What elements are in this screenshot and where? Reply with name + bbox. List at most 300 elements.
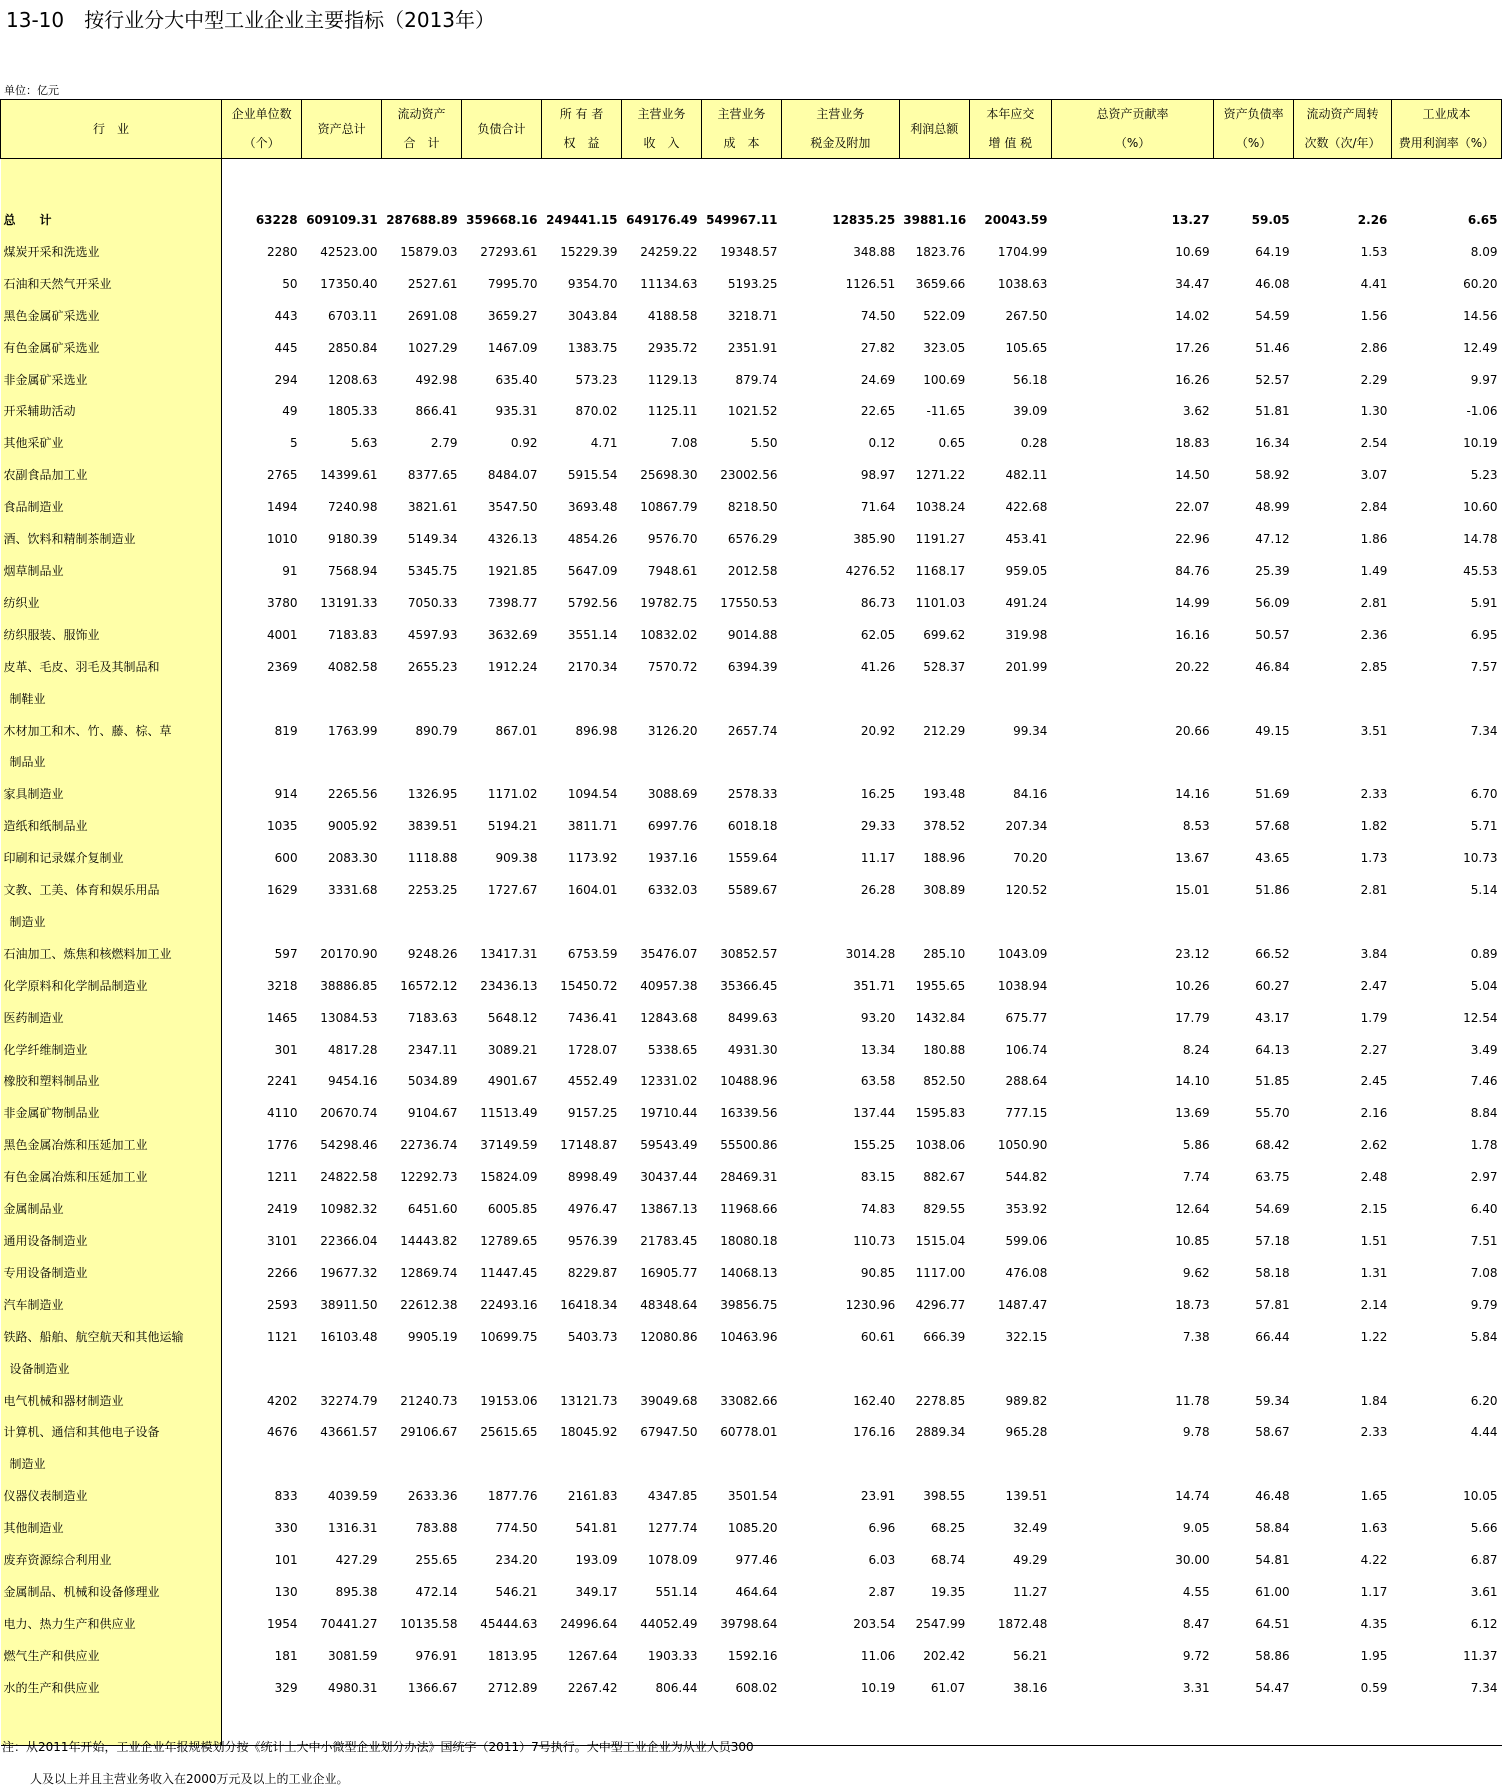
cell: 10.73: [1463, 851, 1498, 866]
cell: 20670.74: [320, 1106, 378, 1121]
cell: 51.86: [1255, 883, 1290, 898]
cell: [622, 684, 702, 716]
cell: 6018.18: [727, 819, 778, 834]
cell: 3821.61: [407, 500, 458, 515]
cell: 11.06: [860, 1648, 896, 1663]
cell: 180.88: [923, 1042, 966, 1057]
row-label: 纺织服装、服饰业: [1, 620, 222, 652]
cell: 3089.21: [487, 1042, 538, 1057]
cell: 472.14: [415, 1584, 458, 1599]
cell: 155.25: [853, 1138, 896, 1153]
cell: [969, 747, 1051, 779]
cell: 882.67: [923, 1170, 966, 1185]
cell: 935.31: [495, 404, 538, 419]
cell: 7.38: [1182, 1329, 1210, 1344]
cell: 4976.47: [567, 1202, 618, 1217]
cell: 482.11: [1005, 468, 1048, 483]
cell: 2.48: [1360, 1170, 1388, 1185]
row-label: 皮革、毛皮、羽毛及其制品和: [1, 652, 222, 684]
cell: 4347.85: [647, 1489, 698, 1504]
header-col-11-bottom: （%）: [1214, 129, 1294, 159]
cell: 106.74: [1005, 1042, 1048, 1057]
data-table: [0, 99, 1502, 1746]
cell: 7568.94: [327, 563, 378, 578]
cell: 5: [289, 436, 298, 451]
cell: 5.23: [1470, 468, 1498, 483]
cell: 4854.26: [567, 532, 618, 547]
cell: 12869.74: [400, 1265, 458, 1280]
cell: 193.09: [575, 1553, 618, 1568]
table-row: [1, 237, 1502, 269]
cell: 2161.83: [567, 1489, 618, 1504]
cell: 20170.90: [320, 946, 378, 961]
cell: [1214, 1449, 1294, 1481]
cell: 5.66: [1470, 1521, 1498, 1536]
table-body: [1, 159, 1502, 1746]
cell: 20.66: [1175, 723, 1210, 738]
cell: 193.48: [923, 787, 966, 802]
cell: 9.78: [1182, 1425, 1210, 1440]
cell: 4676: [267, 1425, 298, 1440]
table-row: [1, 1322, 1502, 1354]
table-row: [1, 556, 1502, 588]
cell: 110.73: [853, 1234, 896, 1248]
cell: 20043.59: [984, 213, 1048, 227]
cell: 491.24: [1005, 595, 1048, 610]
cell: 5193.25: [727, 276, 778, 291]
cell: 19153.06: [480, 1393, 538, 1408]
cell: 12292.73: [400, 1170, 458, 1185]
cell: 14.56: [1463, 308, 1498, 323]
cell: 255.65: [415, 1553, 458, 1568]
cell: 7436.41: [567, 1010, 618, 1025]
cell: 2253.25: [407, 883, 458, 898]
row-label: 文教、工美、体育和娱乐用品: [1, 875, 222, 907]
cell: [542, 747, 622, 779]
cell: 66.44: [1255, 1329, 1290, 1344]
cell: 3101: [267, 1234, 298, 1248]
cell: 349.17: [575, 1584, 618, 1599]
cell: 12.49: [1463, 340, 1498, 355]
cell: 14.16: [1175, 787, 1210, 802]
cell: 288.64: [1005, 1074, 1048, 1089]
row-label: 化学纤维制造业: [1, 1035, 222, 1067]
cell: 10463.96: [720, 1329, 778, 1344]
table-row: [1, 396, 1502, 428]
cell: 308.89: [923, 883, 966, 898]
cell: 8.24: [1182, 1042, 1210, 1057]
table-row: [1, 875, 1502, 907]
cell: 58.67: [1255, 1425, 1290, 1440]
cell: [382, 1354, 462, 1386]
row-label: 化学原料和化学制品制造业: [1, 971, 222, 1003]
table-row: [1, 1098, 1502, 1130]
cell: 63228: [255, 213, 298, 227]
cell: 5338.65: [647, 1042, 698, 1057]
table-header: [1, 100, 1502, 159]
cell: [222, 907, 302, 939]
cell: 10867.79: [640, 500, 698, 515]
cell: 3632.69: [487, 627, 538, 642]
cell: 7.08: [670, 436, 698, 451]
table-row: [1, 843, 1502, 875]
cell: 50.57: [1255, 627, 1290, 642]
cell: 30852.57: [720, 946, 778, 961]
cell: 0.59: [1360, 1680, 1388, 1695]
cell: 4931.30: [727, 1042, 778, 1057]
cell: 4.41: [1360, 276, 1388, 291]
cell: 16.25: [860, 787, 896, 802]
cell: 2.81: [1360, 595, 1388, 610]
cell: 3.07: [1360, 468, 1388, 483]
row-label: 专用设备制造业: [1, 1258, 222, 1290]
cell: 105.65: [1005, 340, 1048, 355]
cell: [1391, 1354, 1501, 1386]
cell: [702, 747, 782, 779]
cell: 1208.63: [327, 372, 378, 387]
cell: 56.09: [1255, 595, 1290, 610]
cell: 11.17: [860, 851, 896, 866]
cell: 202.42: [923, 1648, 966, 1663]
cell: 60778.01: [720, 1425, 778, 1440]
cell: [969, 1354, 1051, 1386]
cell: 2267.42: [567, 1680, 618, 1695]
cell: 359668.16: [466, 213, 538, 227]
table-row: [1, 1066, 1502, 1098]
cell: [462, 684, 542, 716]
cell: 6005.85: [487, 1202, 538, 1217]
cell: 18045.92: [560, 1425, 618, 1440]
cell: 19677.32: [320, 1265, 378, 1280]
cell: 774.50: [495, 1521, 538, 1536]
cell: 1085.20: [727, 1521, 778, 1536]
cell: 453.41: [1005, 532, 1048, 547]
cell: 234.20: [495, 1553, 538, 1568]
header-col-4-top: 所 有 者: [542, 100, 622, 130]
row-label: 计算机、通信和其他电子设备: [1, 1417, 222, 1449]
cell: 1592.16: [727, 1648, 778, 1663]
row-label: 制造业: [1, 907, 222, 939]
cell: 909.38: [495, 851, 538, 866]
cell: 1.86: [1360, 532, 1388, 547]
cell: 2.26: [1357, 213, 1388, 227]
cell: 10699.75: [480, 1329, 538, 1344]
cell: 34.47: [1175, 276, 1210, 291]
cell: 1727.67: [487, 883, 538, 898]
cell: 2633.36: [407, 1489, 458, 1504]
cell: 25.39: [1255, 563, 1290, 578]
cell: 7948.61: [647, 563, 698, 578]
cell: [622, 1354, 702, 1386]
cell: 14.74: [1175, 1489, 1210, 1504]
cell: 777.15: [1005, 1106, 1048, 1121]
cell: 9248.26: [407, 946, 458, 961]
header-industry: 行 业: [1, 100, 222, 159]
cell: 1954: [267, 1616, 298, 1631]
cell: 3839.51: [407, 819, 458, 834]
cell: 6997.76: [647, 819, 698, 834]
cell: 28469.31: [720, 1170, 778, 1185]
cell: 17.79: [1175, 1010, 1210, 1025]
cell: 66.52: [1255, 946, 1290, 961]
cell: 1.95: [1360, 1648, 1388, 1663]
cell: 1629: [267, 883, 298, 898]
cell: 0.89: [1470, 946, 1498, 961]
cell: 1604.01: [567, 883, 618, 898]
cell: 1038.06: [915, 1138, 966, 1153]
cell: 4276.52: [845, 563, 896, 578]
cell: [222, 747, 302, 779]
cell: 6.87: [1470, 1553, 1498, 1568]
cell: 2170.34: [567, 659, 618, 674]
cell: 38911.50: [320, 1297, 378, 1312]
header-col-10-top: 总资产贡献率: [1051, 100, 1213, 130]
cell: 2.33: [1360, 1425, 1388, 1440]
cell: 870.02: [575, 404, 618, 419]
cell: [1391, 907, 1501, 939]
cell: 5.50: [750, 436, 778, 451]
cell: 1125.11: [647, 404, 698, 419]
table-row: [1, 1609, 1502, 1641]
cell: 16.26: [1175, 372, 1210, 387]
cell: 2547.99: [915, 1616, 966, 1631]
cell: 2347.11: [407, 1042, 458, 1057]
cell: 16572.12: [400, 978, 458, 993]
cell: 12.54: [1463, 1010, 1498, 1025]
cell: 1872.48: [997, 1616, 1048, 1631]
cell: 45.53: [1463, 563, 1498, 578]
cell: 2527.61: [407, 276, 458, 291]
cell: 139.51: [1005, 1489, 1048, 1504]
cell: 14068.13: [720, 1265, 778, 1280]
row-label: 黑色金属矿采选业: [1, 301, 222, 333]
cell: 42523.00: [320, 244, 378, 259]
cell: 93.20: [860, 1010, 896, 1025]
page-title: 13-10 按行业分大中型工业企业主要指标（2013年）: [6, 8, 496, 32]
cell: [382, 747, 462, 779]
row-label: 通用设备制造业: [1, 1226, 222, 1258]
footnote-line-2: 人及以上并且主营业务收入在2000万元及以上的工业企业。: [30, 1772, 349, 1786]
cell: 551.14: [655, 1584, 698, 1599]
table-row: [1, 205, 1502, 237]
row-label: 其他制造业: [1, 1513, 222, 1545]
cell: 46.48: [1255, 1489, 1290, 1504]
cell: 4.22: [1360, 1553, 1388, 1568]
cell: 101: [274, 1553, 298, 1568]
cell: 5194.21: [487, 819, 538, 834]
row-label: 非金属矿采选业: [1, 365, 222, 397]
cell: 9.79: [1470, 1297, 1498, 1312]
header-col-12-top: 流动资产周转: [1294, 100, 1392, 130]
cell: 4.55: [1182, 1584, 1210, 1599]
cell: 1126.51: [845, 276, 896, 291]
cell: 68.74: [930, 1553, 966, 1568]
cell: 9576.70: [647, 532, 698, 547]
cell: 1010: [267, 532, 298, 547]
cell: [462, 1449, 542, 1481]
cell: 1277.74: [647, 1521, 698, 1536]
cell: 1776: [267, 1138, 298, 1153]
cell: 6.20: [1470, 1393, 1498, 1408]
cell: 51.81: [1255, 404, 1290, 419]
cell: 7.57: [1470, 659, 1498, 674]
cell: [622, 907, 702, 939]
cell: 13.34: [860, 1042, 896, 1057]
cell: 32274.79: [320, 1393, 378, 1408]
cell: 965.28: [1005, 1425, 1048, 1440]
cell: 58.92: [1255, 468, 1290, 483]
cell: 8218.50: [727, 500, 778, 515]
header-col-8: 利润总额: [899, 100, 969, 159]
cell: 12843.68: [640, 1010, 698, 1025]
cell: 30437.44: [640, 1170, 698, 1185]
cell: 267.50: [1005, 308, 1048, 323]
cell: 49: [282, 404, 298, 419]
cell: 9.72: [1182, 1648, 1210, 1663]
table-row: [1, 1577, 1502, 1609]
cell: [899, 684, 969, 716]
cell: 35366.45: [720, 978, 778, 993]
cell: 5403.73: [567, 1329, 618, 1344]
cell: 45444.63: [480, 1616, 538, 1631]
table-row: [1, 428, 1502, 460]
cell: 829.55: [923, 1202, 966, 1217]
cell: 1955.65: [915, 978, 966, 993]
cell: 40957.38: [640, 978, 698, 993]
cell: [1214, 684, 1294, 716]
cell: 27293.61: [480, 244, 538, 259]
cell: 867.01: [495, 723, 538, 738]
cell: 1912.24: [487, 659, 538, 674]
cell: 819: [274, 723, 298, 738]
cell: 15879.03: [400, 244, 458, 259]
cell: 1021.52: [727, 404, 778, 419]
cell: 22736.74: [400, 1138, 458, 1153]
cell: [382, 684, 462, 716]
header-col-13-top: 工业成本: [1391, 100, 1501, 130]
table-row: [1, 971, 1502, 1003]
cell: [222, 1354, 302, 1386]
cell: 914: [274, 787, 298, 802]
cell: 16339.56: [720, 1106, 778, 1121]
cell: 609109.31: [306, 213, 378, 227]
cell: 2.87: [868, 1584, 896, 1599]
cell: 62.05: [860, 627, 896, 642]
cell: 32.49: [1013, 1521, 1048, 1536]
table-row: [1, 1290, 1502, 1322]
cell: [1294, 747, 1392, 779]
cell: 3547.50: [487, 500, 538, 515]
cell: 287688.89: [386, 213, 458, 227]
row-label: 燃气生产和供应业: [1, 1641, 222, 1673]
cell: 13.27: [1171, 213, 1210, 227]
cell: 6.03: [868, 1553, 896, 1568]
cell: 1.22: [1360, 1329, 1388, 1344]
cell: 54.47: [1255, 1680, 1290, 1695]
cell: 5.84: [1470, 1329, 1498, 1344]
cell: 39049.68: [640, 1393, 698, 1408]
cell: 8499.63: [727, 1010, 778, 1025]
cell: 6703.11: [327, 308, 378, 323]
cell: 9354.70: [567, 276, 618, 291]
cell: 11447.45: [480, 1265, 538, 1280]
cell: 1.53: [1360, 244, 1388, 259]
cell: [702, 1449, 782, 1481]
cell: [1294, 907, 1392, 939]
row-label: 废弃资源综合利用业: [1, 1545, 222, 1577]
cell: [702, 684, 782, 716]
cell: 130: [274, 1584, 298, 1599]
cell: 7.74: [1182, 1170, 1210, 1185]
cell: 1937.16: [647, 851, 698, 866]
table-row: [1, 1386, 1502, 1418]
cell: 98.97: [860, 468, 896, 483]
cell: 1813.95: [487, 1648, 538, 1663]
cell: [781, 1354, 899, 1386]
cell: [781, 1449, 899, 1481]
table-row: [1, 1449, 1502, 1481]
cell: 181: [274, 1648, 298, 1663]
cell: 866.41: [415, 404, 458, 419]
cell: 2.84: [1360, 500, 1388, 515]
cell: 1.51: [1360, 1234, 1388, 1248]
cell: 24822.58: [320, 1170, 378, 1185]
cell: 3126.20: [647, 723, 698, 738]
cell: 1230.96: [845, 1297, 896, 1312]
cell: [969, 684, 1051, 716]
cell: 6.96: [868, 1521, 896, 1536]
cell: 11.78: [1175, 1393, 1210, 1408]
row-label: 家具制造业: [1, 779, 222, 811]
cell: 22493.16: [480, 1297, 538, 1312]
cell: 203.54: [853, 1616, 896, 1631]
cell: 879.74: [735, 372, 778, 387]
cell: [1051, 747, 1213, 779]
cell: 13867.13: [640, 1202, 698, 1217]
cell: 3693.48: [567, 500, 618, 515]
cell: 3811.71: [567, 819, 618, 834]
header-col-3: 负债合计: [462, 100, 542, 159]
table-row: [1, 1035, 1502, 1067]
cell: 8.47: [1182, 1616, 1210, 1631]
header-col-0-bottom: （个）: [222, 129, 302, 159]
cell: 4188.58: [647, 308, 698, 323]
cell: 353.92: [1005, 1202, 1048, 1217]
cell: 544.82: [1005, 1170, 1048, 1185]
row-label: 电力、热力生产和供应业: [1, 1609, 222, 1641]
cell: 74.83: [860, 1202, 896, 1217]
cell: 1.17: [1360, 1584, 1388, 1599]
cell: 635.40: [495, 372, 538, 387]
cell: 61.07: [930, 1680, 966, 1695]
cell: 1728.07: [567, 1042, 618, 1057]
cell: [222, 1449, 302, 1481]
cell: [1051, 1449, 1213, 1481]
cell: 54298.46: [320, 1138, 378, 1153]
cell: 2.86: [1360, 340, 1388, 355]
cell: [542, 684, 622, 716]
cell: 33082.66: [720, 1393, 778, 1408]
cell: 1.84: [1360, 1393, 1388, 1408]
cell: 1050.90: [997, 1138, 1048, 1153]
cell: 8.84: [1470, 1106, 1498, 1121]
cell: 1877.76: [487, 1489, 538, 1504]
cell: 13.67: [1175, 851, 1210, 866]
cell: 5.14: [1470, 883, 1498, 898]
cell: 4980.31: [327, 1680, 378, 1695]
cell: 3.84: [1360, 946, 1388, 961]
cell: 14443.82: [400, 1234, 458, 1248]
